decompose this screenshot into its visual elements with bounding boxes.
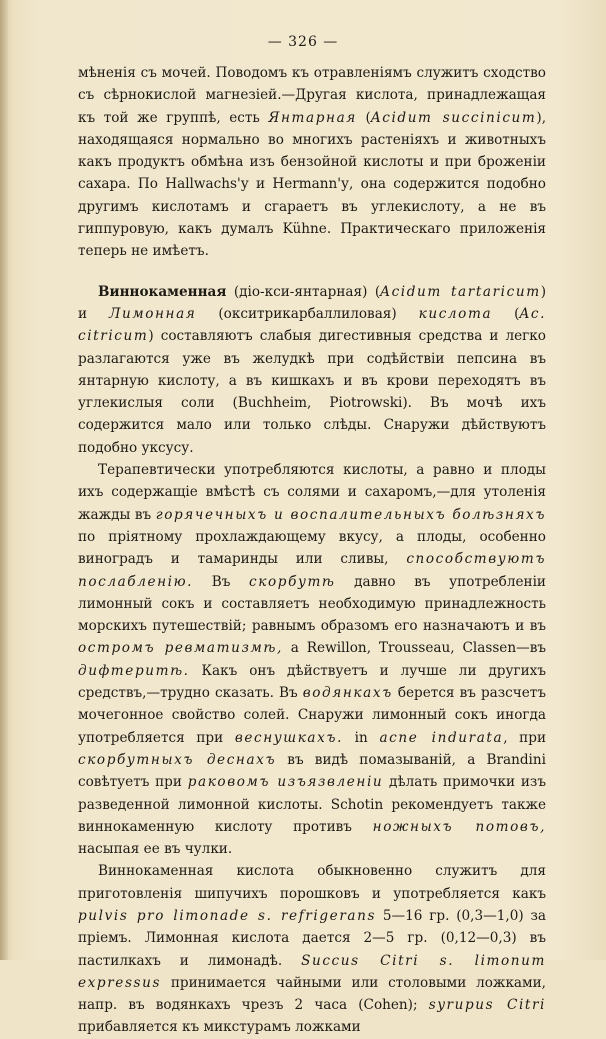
emphasized-term: остромъ ревматизмѣ, bbox=[78, 640, 283, 657]
emphasized-term: дифтеритѣ. bbox=[78, 662, 190, 679]
text-run: ( bbox=[492, 305, 520, 322]
bold-term: Виннокаменная bbox=[98, 283, 227, 300]
text-run: (окситрикарбаллиловая) bbox=[196, 305, 419, 322]
text-run: (діо-кси-янтарная) ( bbox=[226, 283, 381, 300]
paragraph bbox=[78, 281, 546, 459]
text-run: ), находящаяся нормально во многихъ растеніяхъ и животныхъ какъ продуктъ обмѣна изъ бензойной кислоты и при броженіи сахара. По Hallwachs'у и Hermann'у, она содержится подобно другимъ кислотамъ и сгараетъ въ углекислоту, а не въ гиппуровую, какъ думалъ Kühne. Практическаго приложенія теперь не имѣетъ. bbox=[78, 109, 547, 260]
emphasized-term: pulvis pro limonade s. refrigerans bbox=[78, 907, 377, 924]
emphasized-term: раковомъ изъязвленіи bbox=[187, 774, 384, 791]
emphasized-term: Лимонная bbox=[109, 305, 197, 322]
body-text bbox=[78, 62, 546, 1039]
text-run: Въ bbox=[193, 573, 250, 590]
text-run: въ видѣ помазываній, а Brandini совѣтуетъ при bbox=[78, 751, 546, 791]
text-run: прибавляется къ микстурамъ ложками bbox=[78, 1019, 361, 1036]
paragraph-gap bbox=[78, 263, 546, 281]
text-run: Виннокаменная кислота обыкновенно служитъ для приготовленія шипучихъ порошковъ и употребляется какъ bbox=[78, 863, 546, 902]
page-number: — 326 — bbox=[267, 34, 339, 50]
emphasized-term: ножныхъ потовъ, bbox=[372, 818, 546, 835]
text-run: по пріятному прохлаждающему вкусу, а плоды, особенно виноградъ и тамаринды или сливы, bbox=[78, 528, 546, 568]
text-run: ( bbox=[356, 109, 371, 126]
text-run: мѣненія съ мочей. Поводомъ къ отравленіямъ служитъ сходство съ сѣрнокислой магнезіей.—Другая кислота, принадлежащая къ той же группѣ, есть bbox=[78, 65, 546, 126]
paragraph bbox=[78, 62, 546, 263]
page-binding-shadow bbox=[0, 0, 8, 960]
text-run: давно въ употребленіи лимонный сокъ и составляетъ необходимую принадлежность морскихъ путешествій; равнымъ образомъ его назначаютъ и въ bbox=[78, 573, 546, 635]
emphasized-term: горячечныхъ и воспалительныхъ болѣзняхъ bbox=[155, 506, 546, 523]
text-run: дѣлать примочки изъ разведенной лимонной кислоты. Schotin рекомендуетъ также виннокаменную кислоту противъ bbox=[78, 774, 546, 835]
text-run: Какъ онъ дѣйствуетъ и лучше ли другихъ средствъ,—трудно сказать. Въ bbox=[78, 662, 546, 702]
emphasized-term: syrupus Citri bbox=[428, 997, 546, 1014]
emphasized-term: скорбутѣ bbox=[249, 573, 336, 590]
text-run: in bbox=[343, 729, 380, 746]
text-run: принимается чайными или столовыми ложками, напр. въ водянкахъ чрезъ 2 часа (Cohen); bbox=[78, 974, 546, 1014]
paragraph bbox=[78, 860, 546, 1038]
emphasized-term: способствуютъ послабленію. bbox=[78, 551, 546, 590]
paragraph bbox=[78, 459, 546, 860]
text-run: , при bbox=[503, 729, 547, 746]
emphasized-term: Acidum succinicum bbox=[370, 109, 537, 126]
emphasized-term: Янтарная bbox=[268, 109, 357, 126]
text-run: Терапевтически употребляются кислоты, а равно и плоды ихъ содержащіе вмѣстѣ съ солями и сахаромъ,—для утоленія жажды въ bbox=[78, 462, 546, 523]
text-run: ) и bbox=[78, 283, 547, 322]
text-run: ) составляютъ слабыя дигестивныя средства и легко разлагаются уже въ желудкѣ при содѣйствіи пепсина въ янтарную кислоту, а въ кишкахъ и въ крови переходятъ въ углекислыя соли (Buchheim, Piotrowski). Въ мочѣ ихъ содержится мало или только слѣды. Снаружи дѣйствуютъ подобно уксусу. bbox=[78, 328, 546, 456]
emphasized-term: веснушкахъ. bbox=[234, 729, 343, 746]
emphasized-term: водянкахъ bbox=[302, 685, 393, 702]
emphasized-term: скорбутныхъ деснахъ bbox=[78, 751, 277, 768]
text-run: насыпая ее въ чулки. bbox=[78, 841, 233, 858]
emphasized-term: Ac. citricum bbox=[78, 305, 546, 345]
emphasized-term: Succus Citri s. limonum expressus bbox=[78, 952, 546, 991]
text-run: берется въ разсчетъ мочегонное свойство солей. Снаружи лимонный сокъ иногда употребляется при bbox=[78, 685, 546, 746]
text-run: 5—16 гр. (0,3—1,0) за пріемъ. Лимонная кислота дается 2—5 гр. (0,12—0,3) въ пастилкахъ и лимонадѣ. bbox=[78, 907, 546, 969]
emphasized-term: acne indurata bbox=[379, 729, 504, 746]
emphasized-term: Acidum tartaricum bbox=[380, 283, 541, 300]
text-run: а Rewillon, Trousseau, Classen—въ bbox=[282, 640, 546, 657]
emphasized-term: кислота bbox=[418, 305, 493, 322]
